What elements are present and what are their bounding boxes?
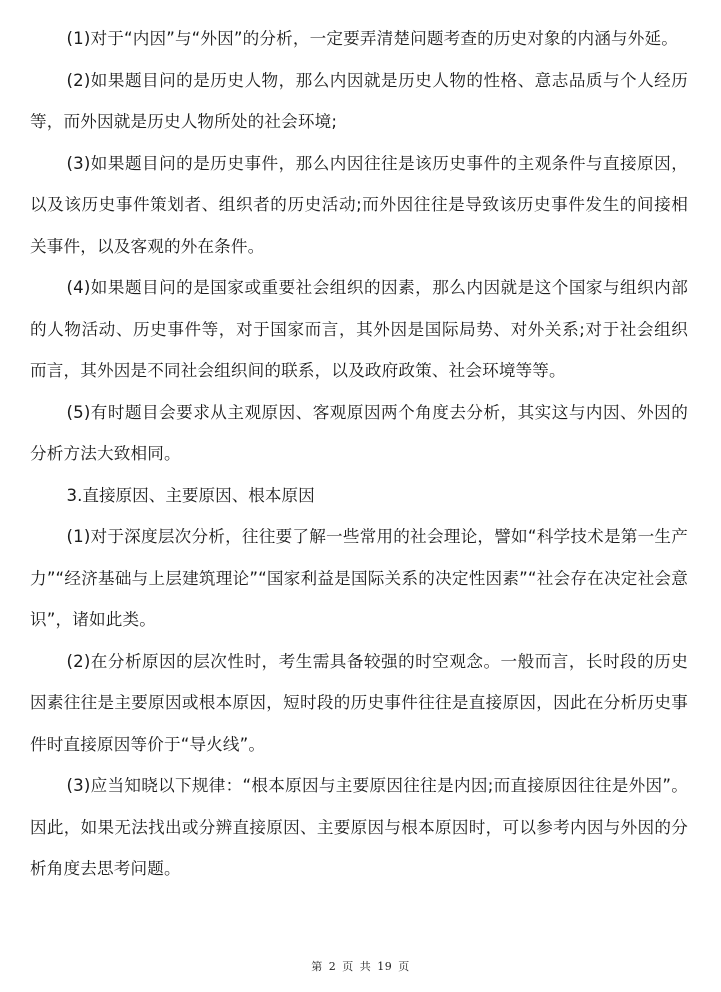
paragraph-historical-event: (3)如果题目问的是历史事件，那么内因往往是该历史事件的主观条件与直接原因，以及该历史事件策划者、组织者的历史活动;而外因往往是导致该历史事件发生的间接相关事件，以及客观的外在条件。 xyxy=(30,153,688,256)
document-body xyxy=(30,18,688,890)
paragraph-time-perspective: (2)在分析原因的层次性时，考生需具备较强的时空观念。一般而言，长时段的历史因素往往是主要原因或根本原因，短时段的历史事件往往是直接原因，因此在分析历史事件时直接原因等价于“导火线”。 xyxy=(30,651,688,754)
paragraph-inner-outer-scope: (1)对于“内因”与“外因”的分析，一定要弄清楚问题考查的历史对象的内涵与外延。 xyxy=(66,29,678,48)
page-footer xyxy=(0,958,721,974)
paragraph-cause-rules: (3)应当知晓以下规律：“根本原因与主要原因往往是内因;而直接原因往往是外因”。因此，如果无法找出或分辨直接原因、主要原因与根本原因时，可以参考内因与外因的分析角度去思考问题。 xyxy=(30,776,688,878)
paragraph-state-organization: (4)如果题目问的是国家或重要社会组织的因素，那么内因就是这个国家与组织内部的人物活动、历史事件等，对于国家而言，其外因是国际局势、对外关系;对于社会组织而言，其外因是不同社会组织间的联系，以及政府政策、社会环境等等。 xyxy=(30,278,688,380)
footer-page-word: 页 xyxy=(342,960,354,973)
paragraph-historical-figure: (2)如果题目问的是历史人物，那么内因就是历史人物的性格、意志品质与个人经历等，而外因就是历史人物所处的社会环境; xyxy=(30,70,688,131)
footer-prefix: 第 xyxy=(311,960,323,973)
paragraph-social-theory: (1)对于深度层次分析，往往要了解一些常用的社会理论，譬如“科学技术是第一生产力”“经济基础与上层建筑理论”“国家利益是国际关系的决定性因素”“社会存在决定社会意识”，诸如此类。 xyxy=(30,527,688,629)
paragraph-subjective-objective: (5)有时题目会要求从主观原因、客观原因两个角度去分析，其实这与内因、外因的分析方法大致相同。 xyxy=(30,402,688,463)
footer-suffix: 页 xyxy=(398,960,410,973)
section-heading: 3.直接原因、主要原因、根本原因 xyxy=(66,485,315,505)
footer-total-pages: 19 xyxy=(377,960,393,973)
footer-total-word: 共 xyxy=(359,960,372,973)
footer-current-page: 2 xyxy=(328,960,337,973)
